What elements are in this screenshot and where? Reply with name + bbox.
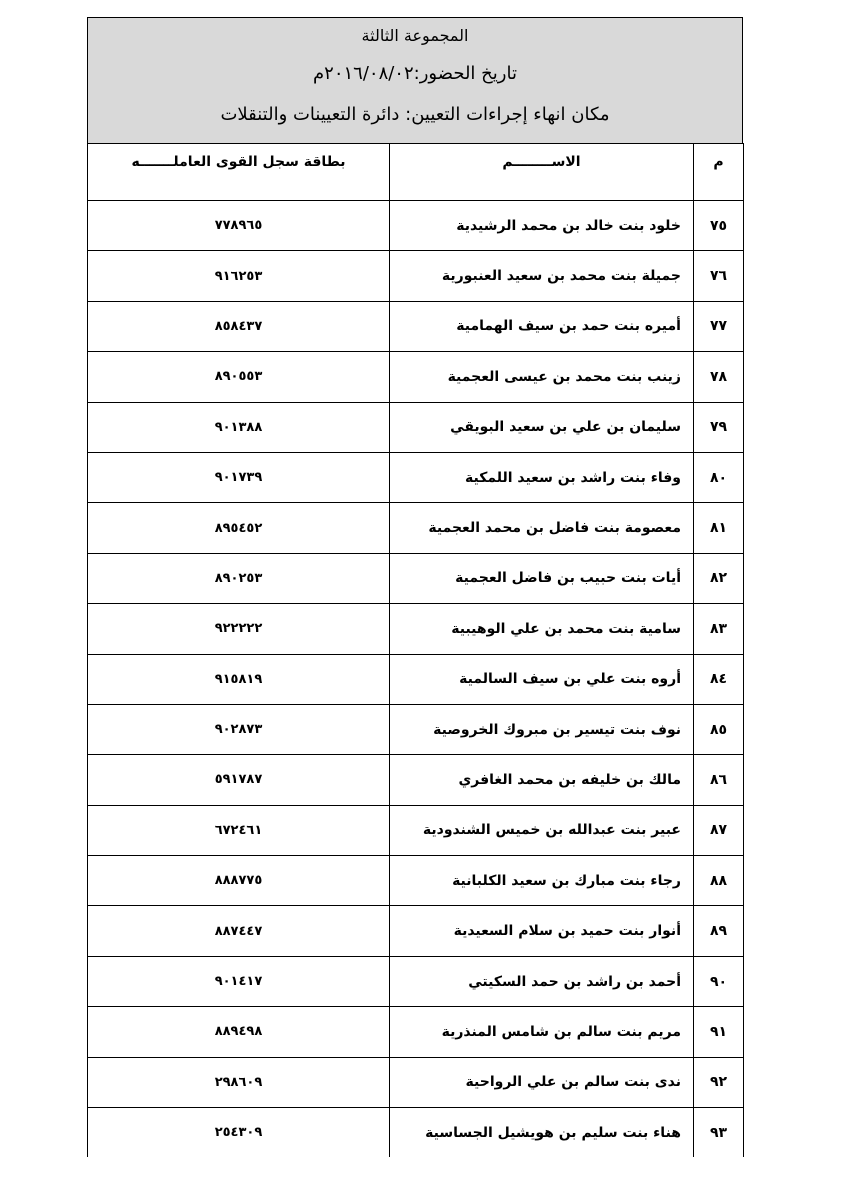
row-number: ٩٠ (694, 956, 744, 1006)
person-name: رجاء بنت مبارك بن سعيد الكلبانية (390, 856, 694, 906)
row-number: ٩٣ (694, 1108, 744, 1158)
manpower-card-number: ٨٨٨٧٧٥ (88, 856, 390, 906)
person-name: عبير بنت عبدالله بن خميس الشندودية (390, 805, 694, 855)
person-name: ندى بنت سالم بن علي الرواحية (390, 1057, 694, 1107)
manpower-card-number: ٨٥٨٤٣٧ (88, 301, 390, 351)
row-number: ٨٥ (694, 704, 744, 754)
table-row (88, 604, 744, 654)
table-row (88, 201, 744, 251)
table-row (88, 856, 744, 906)
table-row (88, 251, 744, 301)
person-name: مالك بن خليفه بن محمد الغافري (390, 755, 694, 805)
row-number: ٩٢ (694, 1057, 744, 1107)
row-number: ٨١ (694, 503, 744, 553)
person-name: سليمان بن علي بن سعيد البويقي (390, 402, 694, 452)
table-row (88, 1057, 744, 1107)
row-number: ٨٠ (694, 452, 744, 502)
person-name: خلود بنت خالد بن محمد الرشيدية (390, 201, 694, 251)
table-row (88, 755, 744, 805)
row-number: ٨٣ (694, 604, 744, 654)
row-number: ٨٦ (694, 755, 744, 805)
row-number: ٨٧ (694, 805, 744, 855)
row-number: ٨٩ (694, 906, 744, 956)
manpower-card-number: ٨٩٥٤٥٢ (88, 503, 390, 553)
person-name: معصومة بنت فاضل بن محمد العجمية (390, 503, 694, 553)
table-row (88, 402, 744, 452)
table-row (88, 805, 744, 855)
group-title: المجموعة الثالثة (361, 26, 469, 45)
manpower-card-number: ٢٥٤٣٠٩ (88, 1108, 390, 1158)
row-number: ٨٤ (694, 654, 744, 704)
person-name: زينب بنت محمد بن عيسى العجمية (390, 352, 694, 402)
group-header (87, 17, 743, 143)
manpower-card-number: ٢٩٨٦٠٩ (88, 1057, 390, 1107)
table-row (88, 452, 744, 502)
column-header-name: الاســــــــم (390, 144, 694, 201)
manpower-card-number: ٩٠٢٨٧٣ (88, 704, 390, 754)
table-row (88, 352, 744, 402)
table-row (88, 906, 744, 956)
person-name: أيات بنت حبيب بن فاضل العجمية (390, 553, 694, 603)
person-name: أروه بنت علي بن سيف السالمية (390, 654, 694, 704)
table-header-row (88, 144, 744, 201)
row-number: ٨٢ (694, 553, 744, 603)
manpower-card-number: ٩٠١٤١٧ (88, 956, 390, 1006)
person-name: وفاء بنت راشد بن سعيد اللمكية (390, 452, 694, 502)
person-name: مريم بنت سالم بن شامس المنذرية (390, 1007, 694, 1057)
person-name: أنوار بنت حميد بن سلام السعيدية (390, 906, 694, 956)
row-number: ٧٧ (694, 301, 744, 351)
person-name: أحمد بن راشد بن حمد السكيتي (390, 956, 694, 1006)
table-row (88, 956, 744, 1006)
manpower-card-number: ٩٠١٧٣٩ (88, 452, 390, 502)
row-number: ٩١ (694, 1007, 744, 1057)
table-row (88, 503, 744, 553)
row-number: ٨٨ (694, 856, 744, 906)
manpower-card-number: ٩١٥٨١٩ (88, 654, 390, 704)
manpower-card-number: ٦٧٢٤٦١ (88, 805, 390, 855)
table-row (88, 654, 744, 704)
row-number: ٧٩ (694, 402, 744, 452)
person-name: هناء بنت سليم بن هويشيل الجساسية (390, 1108, 694, 1158)
table-body (88, 201, 744, 1158)
manpower-card-number: ٨٨٩٤٩٨ (88, 1007, 390, 1057)
completion-place: مكان انهاء إجراءات التعيين: دائرة التعيينات والتنقلات (220, 104, 610, 125)
person-name: جميلة بنت محمد بن سعيد العنبورية (390, 251, 694, 301)
attendance-date: تاريخ الحضور:٢٠١٦/٠٨/٠٢م (313, 63, 517, 84)
document-sheet (87, 17, 743, 1157)
manpower-card-number: ٨٩٠٥٥٣ (88, 352, 390, 402)
manpower-card-number: ٩٢٢٢٢٢ (88, 604, 390, 654)
manpower-card-number: ٥٩١٧٨٧ (88, 755, 390, 805)
manpower-card-number: ٩٠١٣٨٨ (88, 402, 390, 452)
person-name: نوف بنت تيسير بن مبروك الخروصية (390, 704, 694, 754)
manpower-card-number: ٨٨٧٤٤٧ (88, 906, 390, 956)
table-row (88, 553, 744, 603)
table-row (88, 1007, 744, 1057)
column-header-card: بطاقة سجل القوى العاملـــــــه (88, 144, 390, 201)
row-number: ٧٥ (694, 201, 744, 251)
manpower-card-number: ٧٧٨٩٦٥ (88, 201, 390, 251)
row-number: ٧٨ (694, 352, 744, 402)
row-number: ٧٦ (694, 251, 744, 301)
appointments-table (87, 143, 744, 1157)
table-row (88, 301, 744, 351)
table-row (88, 704, 744, 754)
column-header-number: م (694, 144, 744, 201)
person-name: أميره بنت حمد بن سيف الهمامية (390, 301, 694, 351)
table-row (88, 1108, 744, 1158)
manpower-card-number: ٩١٦٢٥٣ (88, 251, 390, 301)
person-name: سامية بنت محمد بن علي الوهيبية (390, 604, 694, 654)
manpower-card-number: ٨٩٠٢٥٣ (88, 553, 390, 603)
